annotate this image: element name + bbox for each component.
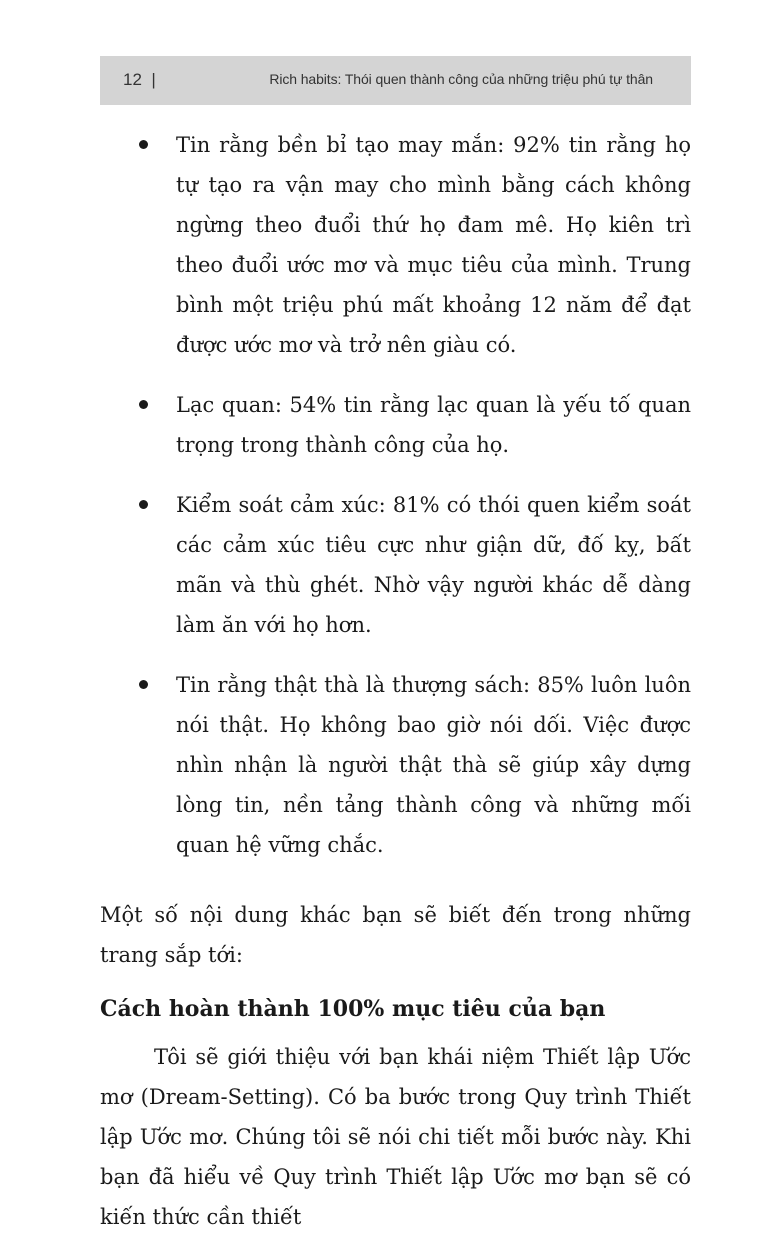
bullet-list (100, 125, 691, 865)
bullet-text: Tin rằng bền bỉ tạo may mắn: 92% tin rằng họ tự tạo ra vận may cho mình bằng cách không ngừng theo đuổi thứ họ đam mê. Họ kiên trì theo đuổi ước mơ và mục tiêu của mình. Trung bình một triệu phú mất khoảng 12 năm để đạt được ước mơ và trở nên giàu có. (176, 133, 691, 357)
bullet-dot-icon (139, 400, 148, 409)
running-header (100, 56, 691, 105)
bullet-text: Tin rằng thật thà là thượng sách: 85% luôn luôn nói thật. Họ không bao giờ nói dối. Việc được nhìn nhận là người thật thà sẽ giúp xây dựng lòng tin, nền tảng thành công và những mối quan hệ vững chắc. (176, 673, 691, 857)
bullet-item (100, 125, 691, 365)
section-heading: Cách hoàn thành 100% mục tiêu của bạn (100, 996, 606, 1022)
bullet-text: Lạc quan: 54% tin rằng lạc quan là yếu tố quan trọng trong thành công của họ. (176, 393, 691, 457)
body-paragraph: Tôi sẽ giới thiệu với bạn khái niệm Thiết lập Ước mơ (Dream-Setting). Có ba bước trong Quy trình Thiết lập Ước mơ. Chúng tôi sẽ nói chi tiết mỗi bước này. Khi bạn đã hiểu về Quy trình Thiết lập Ước mơ bạn sẽ có kiến thức cần thiết (100, 1045, 691, 1229)
page-number (123, 70, 156, 90)
bullet-dot-icon (139, 500, 148, 509)
page-number-value: 12 (123, 70, 142, 89)
running-title: Rich habits: Thói quen thành công của những triệu phú tự thân (269, 71, 653, 87)
bullet-dot-icon (139, 140, 148, 149)
bullet-text: Kiểm soát cảm xúc: 81% có thói quen kiểm soát các cảm xúc tiêu cực như giận dữ, đố kỵ, bất mãn và thù ghét. Nhờ vậy người khác dễ dàng làm ăn với họ hơn. (176, 493, 691, 637)
header-separator: | (151, 70, 156, 89)
intro-paragraph: Một số nội dung khác bạn sẽ biết đến trong những trang sắp tới: (100, 903, 691, 967)
bullet-item (100, 485, 691, 645)
bullet-item (100, 665, 691, 865)
page-body (100, 125, 691, 1237)
bullet-dot-icon (139, 680, 148, 689)
bullet-item (100, 385, 691, 465)
